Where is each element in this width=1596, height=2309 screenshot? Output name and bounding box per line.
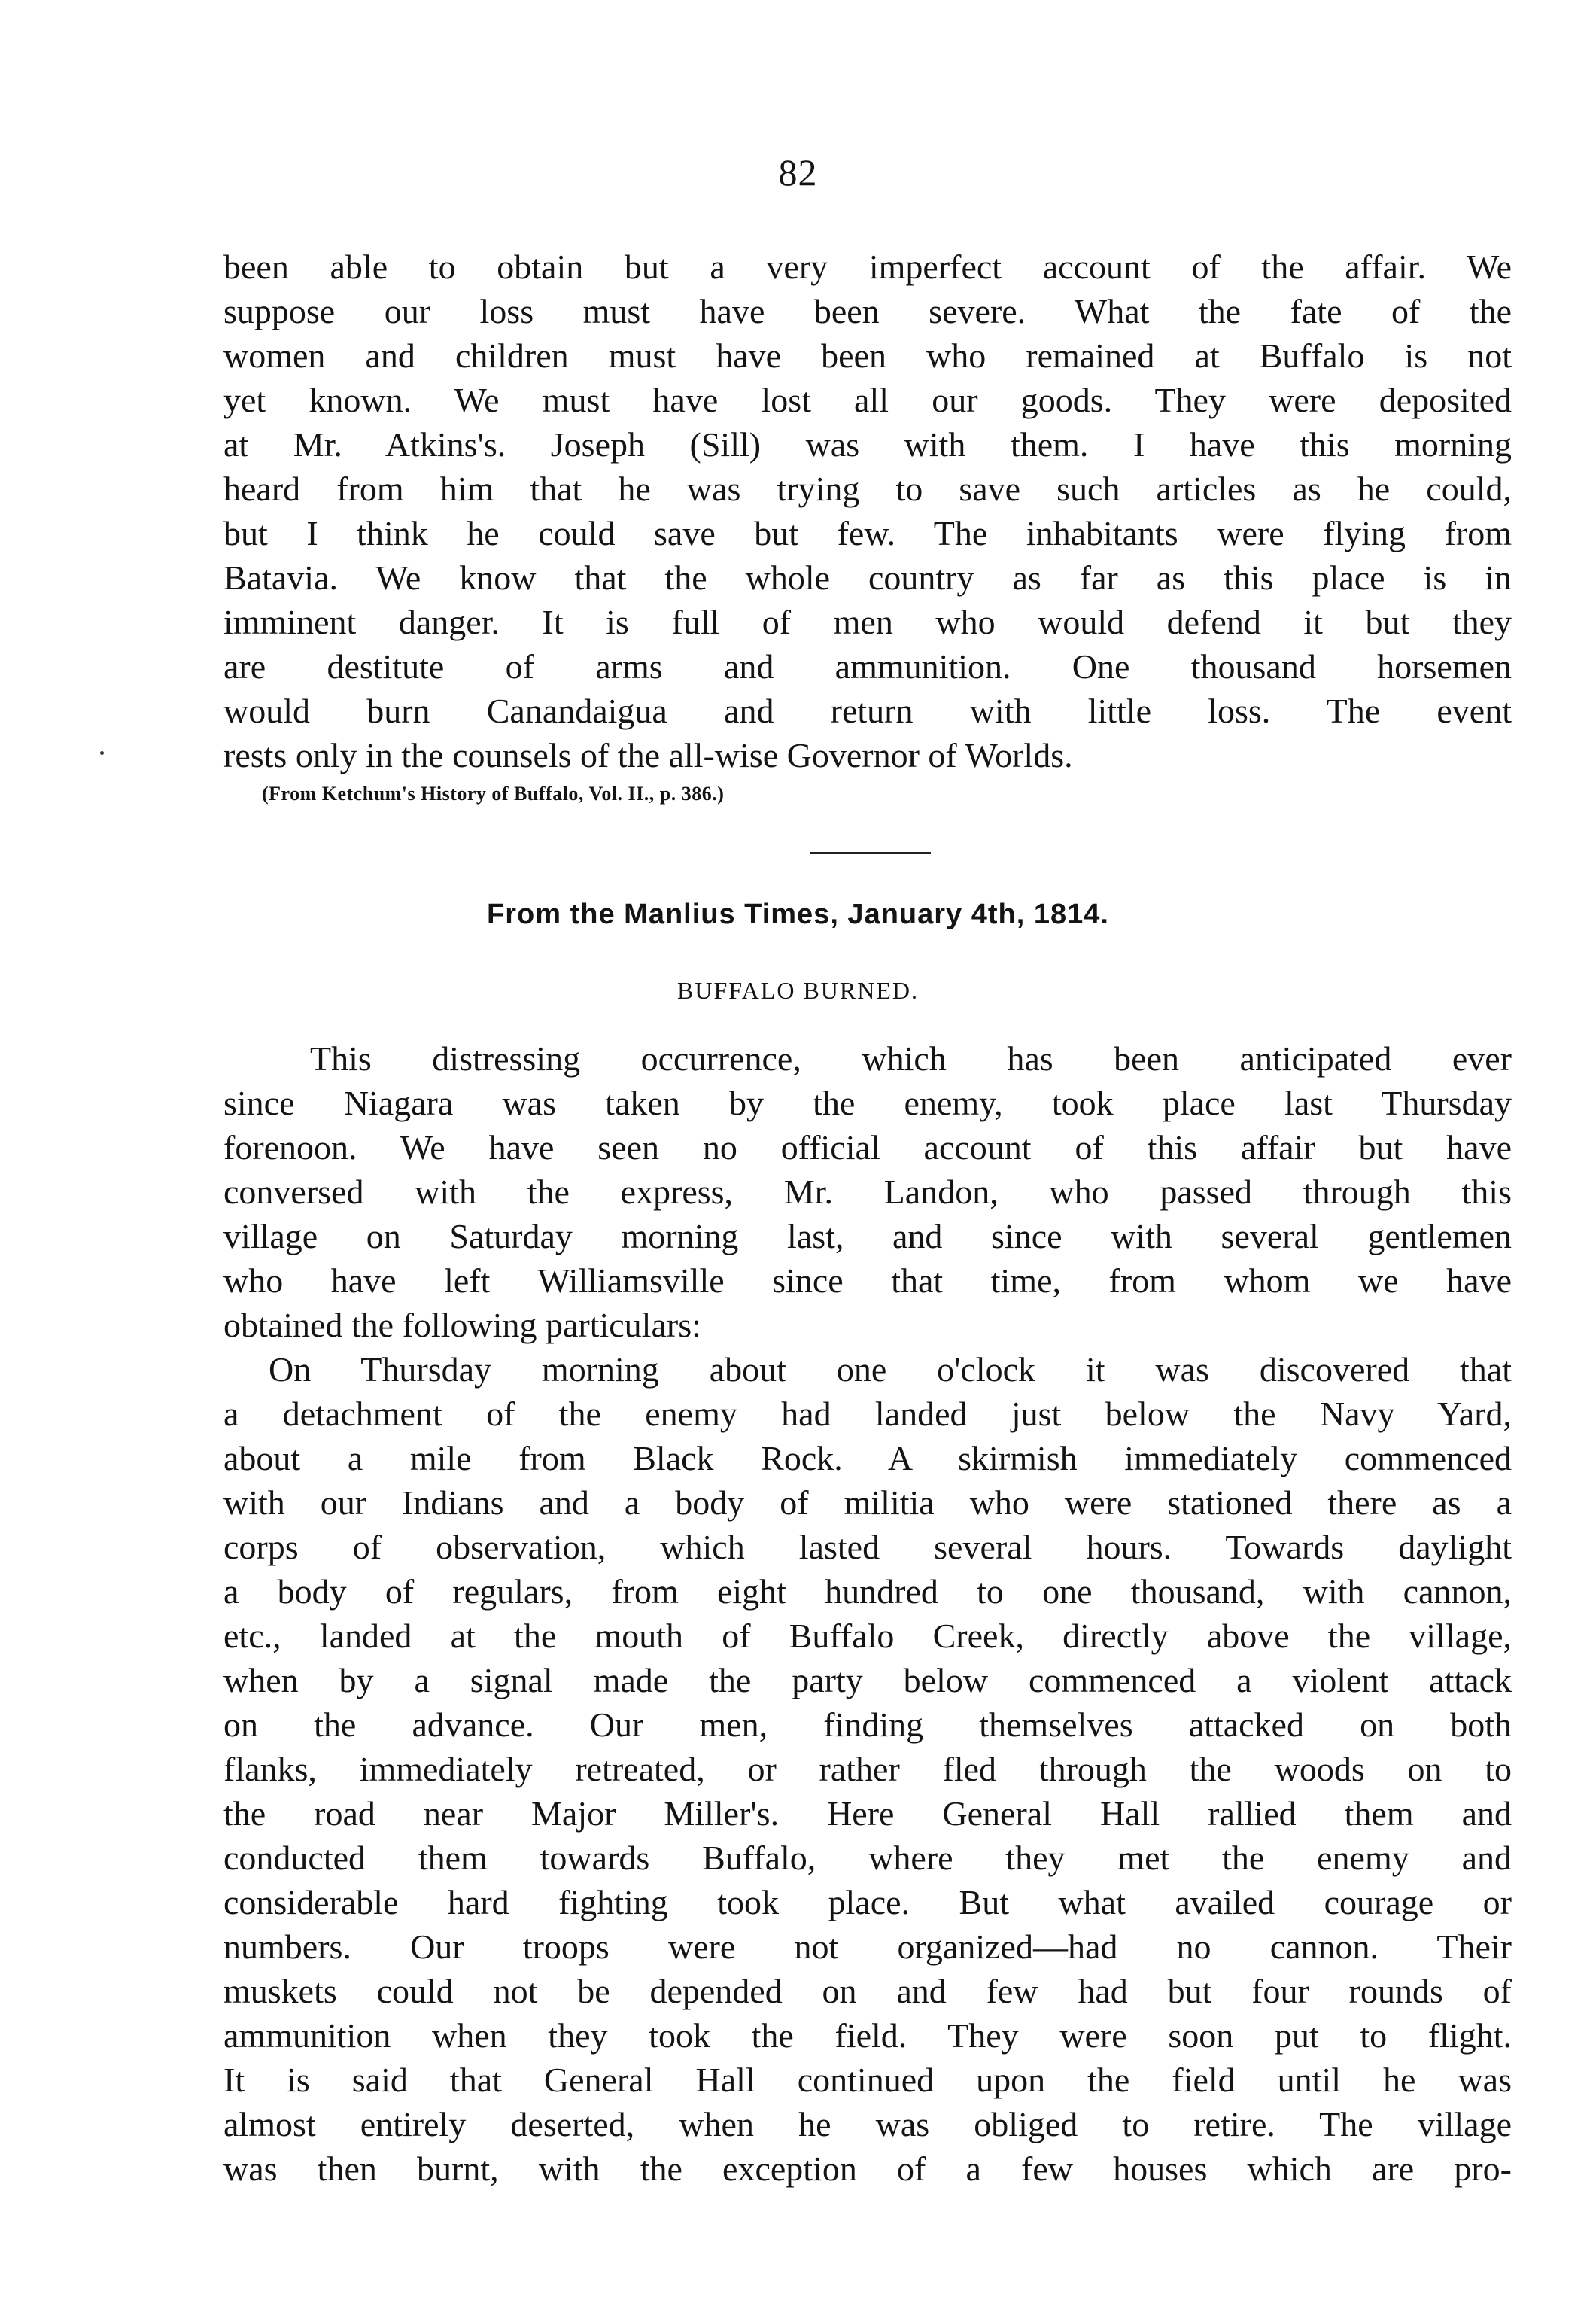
text-line: heard from him that he was trying to save such articles as he could, [223, 470, 1512, 508]
text-line: yet known. We must have lost all our goods. They were deposited [223, 381, 1512, 419]
text-line: corps of observation, which lasted several hours. Towards daylight [223, 1528, 1512, 1566]
text-line: a detachment of the enemy had landed just below the Navy Yard, [223, 1395, 1512, 1433]
text-line: on the advance. Our men, finding themselves attacked on both [223, 1705, 1512, 1744]
text-line: are destitute of arms and ammunition. One thousand horsemen [223, 647, 1512, 686]
text-line: almost entirely deserted, when he was obliged to retire. The village [223, 2105, 1512, 2143]
text-line: suppose our loss must have been severe. What the fate of the [223, 292, 1512, 330]
text-line: who have left Williamsville since that time, from whom we have [223, 1261, 1512, 1300]
text-line: a body of regulars, from eight hundred to one thousand, with cannon, [223, 1572, 1512, 1611]
text-line: rests only in the counsels of the all-wise Governor of Worlds. [223, 736, 1073, 774]
text-line: Batavia. We know that the whole country as far as this place is in [223, 558, 1512, 597]
text-line: This distressing occurrence, which has been anticipated ever [310, 1039, 1512, 1078]
text-line: ammunition when they took the field. They were soon put to flight. [223, 2016, 1512, 2055]
section-divider [810, 852, 931, 854]
text-line: would burn Canandaigua and return with little loss. The event [223, 692, 1512, 730]
text-line: conversed with the express, Mr. Landon, who passed through this [223, 1173, 1512, 1211]
text-line: On Thursday morning about one o'clock it was discovered that [269, 1350, 1512, 1389]
source-citation: (From Ketchum's History of Buffalo, Vol. II., p. 386.) [262, 783, 725, 805]
text-line: the road near Major Miller's. Here General Hall rallied them and [223, 1794, 1512, 1833]
text-line: at Mr. Atkins's. Joseph (Sill) was with them. I have this morning [223, 425, 1512, 464]
text-line: obtained the following particulars: [223, 1306, 701, 1344]
text-line: imminent danger. It is full of men who would defend it but they [223, 603, 1512, 641]
text-line: numbers. Our troops were not organized—had no cannon. Their [223, 1927, 1512, 1966]
page-number: 82 [778, 151, 818, 193]
text-line: women and children must have been who remained at Buffalo is not [223, 336, 1512, 375]
text-line: about a mile from Black Rock. A skirmish immediately commenced [223, 1439, 1512, 1477]
margin-mark [100, 751, 104, 755]
text-line: forenoon. We have seen no official account of this affair but have [223, 1128, 1512, 1167]
text-line: with our Indians and a body of militia who were stationed there as a [223, 1483, 1512, 1522]
text-line: muskets could not be depended on and few had but four rounds of [223, 1972, 1512, 2010]
text-line: village on Saturday morning last, and since with several gentlemen [223, 1217, 1512, 1255]
letter-text-block [223, 245, 1512, 777]
article-title: BUFFALO BURNED. [677, 977, 919, 1004]
article-text-block [223, 1036, 1512, 2191]
text-line: flanks, immediately retreated, or rather fled through the woods on to [223, 1750, 1512, 1788]
text-line: was then burnt, with the exception of a few houses which are pro- [223, 2149, 1512, 2188]
text-line: been able to obtain but a very imperfect account of the affair. We [223, 248, 1512, 286]
text-line: It is said that General Hall continued upon the field until he was [223, 2061, 1512, 2099]
text-line: considerable hard fighting took place. But what availed courage or [223, 1883, 1512, 1921]
section-heading: From the Manlius Times, January 4th, 1814. [487, 899, 1109, 930]
text-line: but I think he could save but few. The inhabitants were flying from [223, 514, 1512, 552]
text-line: etc., landed at the mouth of Buffalo Creek, directly above the village, [223, 1617, 1512, 1655]
text-line: since Niagara was taken by the enemy, took place last Thursday [223, 1084, 1512, 1122]
text-line: conducted them towards Buffalo, where they met the enemy and [223, 1839, 1512, 1877]
text-line: when by a signal made the party below commenced a violent attack [223, 1661, 1512, 1699]
